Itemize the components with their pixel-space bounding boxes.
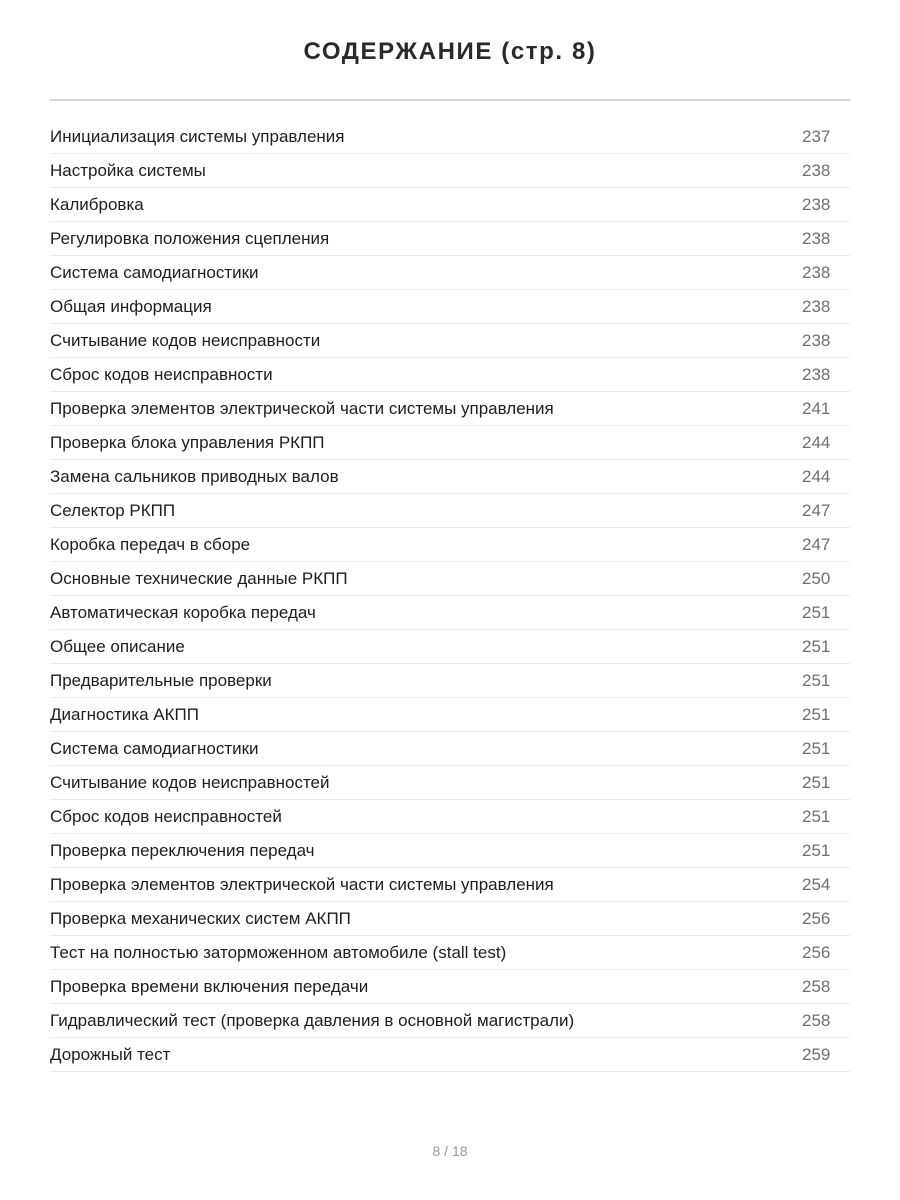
toc-entry-page-number: 247 [802,500,831,520]
toc-entry-title: Считывание кодов неисправностей [50,772,330,792]
toc-entry[interactable] [50,766,850,800]
toc-entry-title: Общая информация [50,296,212,316]
toc-entry-title: Предварительные проверки [50,670,272,690]
toc-entry[interactable] [50,630,850,664]
toc-entry[interactable] [50,358,850,392]
toc-entry[interactable] [50,970,850,1004]
toc-entry-title: Общее описание [50,636,185,656]
toc-entry[interactable] [50,392,850,426]
toc-entry[interactable] [50,902,850,936]
toc-entry[interactable] [50,800,850,834]
toc-entry[interactable] [50,834,850,868]
toc-entry-page-number: 254 [802,874,831,894]
toc-entry-title: Проверка блока управления РКПП [50,432,325,452]
toc-entry-page-number: 238 [802,160,831,180]
toc-entry-title: Проверка механических систем АКПП [50,908,351,928]
toc-entry-title: Коробка передач в сборе [50,534,251,554]
toc-entry[interactable] [50,256,850,290]
toc-entry-page-number: 256 [802,908,831,928]
table-of-contents [50,120,850,1072]
toc-entry-title: Гидравлический тест (проверка давления в основной магистрали) [50,1010,575,1030]
toc-entry-title: Проверка времени включения передачи [50,976,369,996]
toc-entry-page-number: 251 [802,670,831,690]
toc-entry[interactable] [50,698,850,732]
toc-entry[interactable] [50,528,850,562]
toc-entry-title: Система самодиагностики [50,262,259,282]
toc-entry-page-number: 251 [802,738,831,758]
toc-entry-title: Считывание кодов неисправности [50,330,321,350]
toc-entry-title: Сброс кодов неисправностей [50,806,282,826]
toc-entry[interactable] [50,936,850,970]
toc-entry-page-number: 238 [802,194,831,214]
toc-entry-page-number: 238 [802,296,831,316]
toc-entry[interactable] [50,596,850,630]
toc-entry-page-number: 247 [802,534,831,554]
title-divider [50,99,850,101]
toc-entry-title: Система самодиагностики [50,738,259,758]
toc-entry[interactable] [50,290,850,324]
toc-entry[interactable] [50,562,850,596]
toc-entry[interactable] [50,460,850,494]
toc-entry[interactable] [50,868,850,902]
toc-entry-page-number: 258 [802,1010,831,1030]
toc-entry-page-number: 244 [802,466,831,486]
toc-entry-page-number: 251 [802,840,831,860]
toc-entry-page-number: 251 [802,602,831,622]
toc-entry-title: Калибровка [50,194,144,214]
toc-entry[interactable] [50,664,850,698]
toc-entry-page-number: 238 [802,262,831,282]
toc-entry-page-number: 251 [802,704,831,724]
toc-entry-title: Тест на полностью заторможенном автомобиле (stall test) [50,942,507,962]
toc-entry-page-number: 256 [802,942,831,962]
toc-entry[interactable] [50,324,850,358]
toc-entry-page-number: 251 [802,636,831,656]
toc-entry-page-number: 238 [802,228,831,248]
toc-entry[interactable] [50,426,850,460]
toc-entry-page-number: 238 [802,330,831,350]
toc-entry-page-number: 237 [802,126,831,146]
toc-entry-title: Замена сальников приводных валов [50,466,339,486]
toc-entry-title: Проверка элементов электрической части системы управления [50,398,554,418]
toc-entry-page-number: 258 [802,976,831,996]
toc-entry[interactable] [50,494,850,528]
toc-entry-title: Сброс кодов неисправности [50,364,273,384]
toc-entry[interactable] [50,222,850,256]
toc-entry-page-number: 238 [802,364,831,384]
toc-entry-title: Регулировка положения сцепления [50,228,330,248]
toc-entry-title: Селектор РКПП [50,500,176,520]
toc-entry[interactable] [50,1038,850,1072]
toc-entry[interactable] [50,732,850,766]
page-title: СОДЕРЖАНИЕ (стр. 8) [303,38,597,65]
toc-entry-page-number: 244 [802,432,831,452]
toc-entry-title: Основные технические данные РКПП [50,568,348,588]
toc-entry-page-number: 251 [802,772,831,792]
toc-entry-page-number: 259 [802,1044,831,1064]
page-indicator: 8 / 18 [432,1143,468,1159]
toc-entry-title: Инициализация системы управления [50,126,345,146]
toc-entry-page-number: 250 [802,568,831,588]
toc-entry-title: Дорожный тест [50,1044,171,1064]
toc-entry[interactable] [50,188,850,222]
toc-entry-page-number: 241 [802,398,831,418]
toc-entry[interactable] [50,120,850,154]
toc-entry[interactable] [50,154,850,188]
toc-entry[interactable] [50,1004,850,1038]
toc-entry-title: Проверка переключения передач [50,840,315,860]
toc-entry-page-number: 251 [802,806,831,826]
toc-entry-title: Автоматическая коробка передач [50,602,316,622]
toc-entry-title: Диагностика АКПП [50,704,199,724]
toc-entry-title: Проверка элементов электрической части системы управления [50,874,554,894]
toc-entry-title: Настройка системы [50,160,206,180]
